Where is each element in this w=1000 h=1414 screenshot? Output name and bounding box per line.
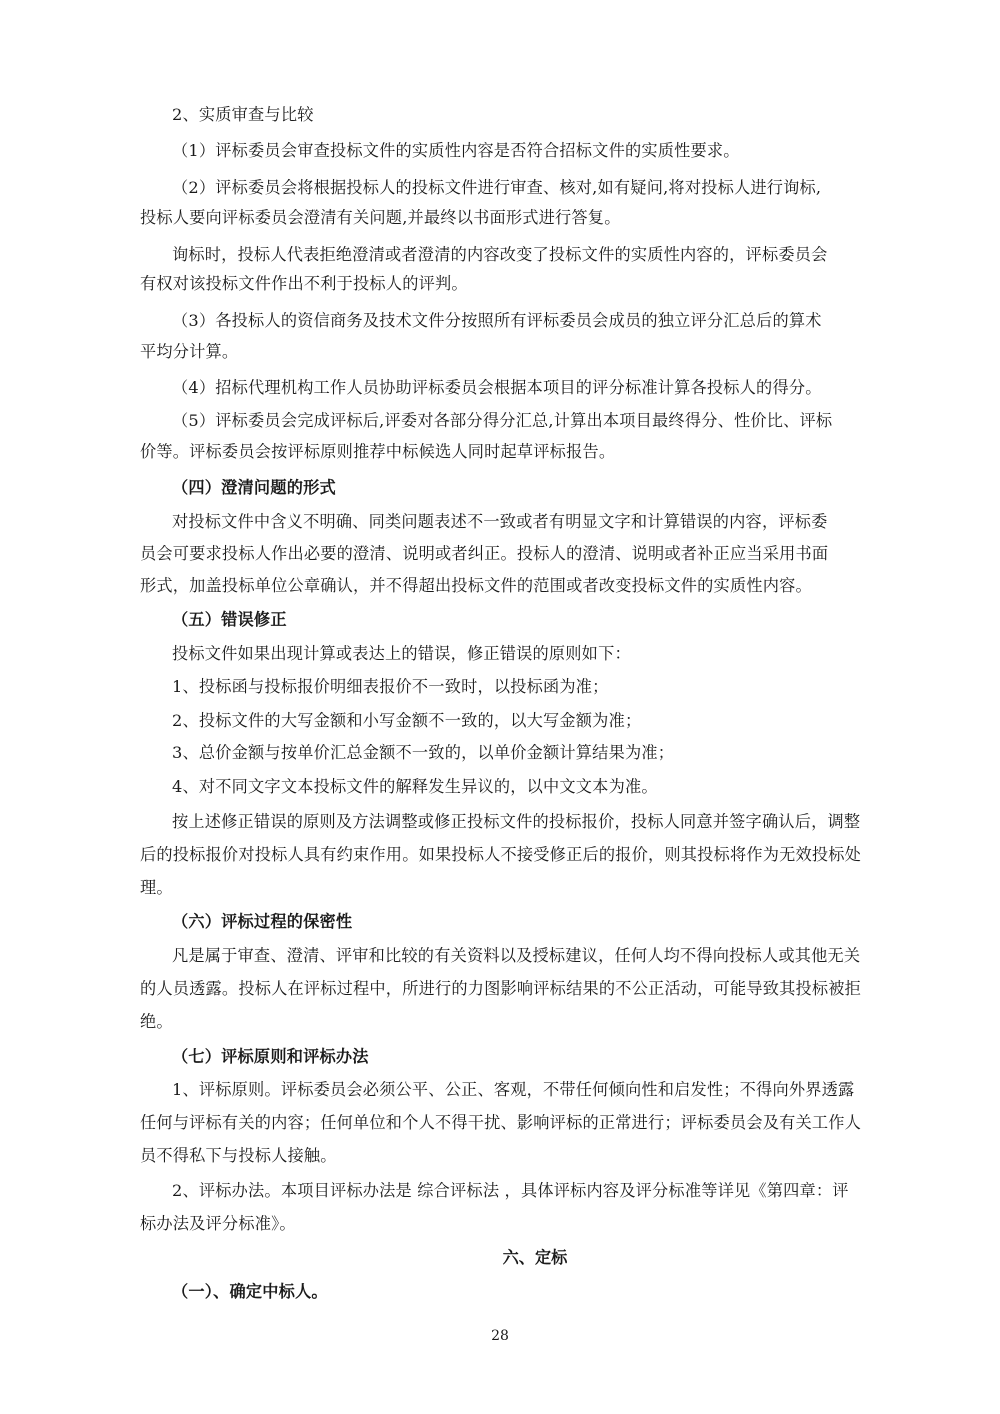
paragraph-line: 任何与评标有关的内容；任何单位和个人不得干扰、影响评标的正常进行；评标委员会及有关工作人: [140, 1113, 862, 1132]
section-heading-clarification: （四）澄清问题的形式: [172, 478, 336, 497]
paragraph-line: 按上述修正错误的原则及方法调整或修正投标文件的投标报价，投标人同意并签字确认后，调整: [172, 812, 861, 831]
paragraph-line: 凡是属于审查、澄清、评审和比较的有关资料以及授标建议，任何人均不得向投标人或其他无关: [172, 946, 861, 965]
paragraph-line: 员会可要求投标人作出必要的澄清、说明或者纠正。投标人的澄清、说明或者补正应当采用书面: [140, 544, 829, 563]
section-heading-confidentiality: （六）评标过程的保密性: [172, 912, 353, 931]
paragraph-line: 询标时，投标人代表拒绝澄清或者澄清的内容改变了投标文件的实质性内容的，评标委员会: [172, 245, 828, 264]
paragraph-line: 员不得私下与投标人接触。: [140, 1146, 337, 1165]
paragraph-line: 有权对该投标文件作出不利于投标人的评判。: [140, 274, 468, 293]
paragraph-line: 对投标文件中含义不明确、同类问题表述不一致或者有明显文字和计算错误的内容，评标委: [172, 512, 828, 531]
paragraph-line: （1）评标委员会审查投标文件的实质性内容是否符合招标文件的实质性要求。: [172, 141, 740, 160]
paragraph-line: 投标文件如果出现计算或表达上的错误，修正错误的原则如下：: [172, 644, 631, 663]
paragraph-line: 2、评标办法。本项目评标办法是 综合评标法 ，具体评标内容及评分标准等详见《第四章：评: [172, 1181, 849, 1200]
paragraph-line: 后的投标报价对投标人具有约束作用。如果投标人不接受修正后的报价，则其投标将作为无效投标处: [140, 845, 862, 864]
section-heading-evaluation-principles: （七）评标原则和评标办法: [172, 1047, 369, 1066]
paragraph-line: 理。: [140, 878, 173, 897]
list-item: 1、投标函与投标报价明细表报价不一致时，以投标函为准；: [172, 677, 609, 696]
paragraph-line: （5）评标委员会完成评标后,评委对各部分得分汇总,计算出本项目最终得分、性价比、评标: [172, 411, 833, 430]
section-heading-error-correction: （五）错误修正: [172, 610, 287, 629]
paragraph-line: 投标人要向评标委员会澄清有关问题,并最终以书面形式进行答复。: [140, 208, 621, 227]
paragraph-line: 绝。: [140, 1012, 173, 1031]
paragraph-line: 标办法及评分标准》。: [140, 1214, 296, 1233]
chapter-heading-award: 六、定标: [502, 1248, 568, 1267]
paragraph-line: （3）各投标人的资信商务及技术文件分按照所有评标委员会成员的独立评分汇总后的算术: [172, 311, 822, 330]
paragraph-line: （2）评标委员会将根据投标人的投标文件进行审查、核对,如有疑问,将对投标人进行询标,: [172, 178, 822, 197]
subsection-heading: 2、实质审查与比较: [172, 105, 314, 124]
section-heading-determine-winner: （一）、确定中标人。: [172, 1282, 328, 1301]
paragraph-line: 平均分计算。: [140, 342, 239, 361]
paragraph-line: 的人员透露。投标人在评标过程中，所进行的力图影响评标结果的不公正活动，可能导致其投标被拒: [140, 979, 862, 998]
page-number: 28: [491, 1328, 509, 1344]
paragraph-line: （4）招标代理机构工作人员协助评标委员会根据本项目的评分标准计算各投标人的得分。: [172, 378, 822, 397]
paragraph-line: 价等。评标委员会按评标原则推荐中标候选人同时起草评标报告。: [140, 442, 616, 461]
list-item: 4、对不同文字文本投标文件的解释发生异议的，以中文文本为准。: [172, 777, 658, 796]
list-item: 2、投标文件的大写金额和小写金额不一致的，以大写金额为准；: [172, 711, 642, 730]
paragraph-line: 形式，加盖投标单位公章确认，并不得超出投标文件的范围或者改变投标文件的实质性内容。: [140, 576, 812, 595]
paragraph-line: 1、评标原则。评标委员会必须公平、公正、客观，不带任何倾向性和启发性；不得向外界透露: [172, 1080, 855, 1099]
list-item: 3、总价金额与按单价汇总金额不一致的，以单价金额计算结果为准；: [172, 743, 675, 762]
